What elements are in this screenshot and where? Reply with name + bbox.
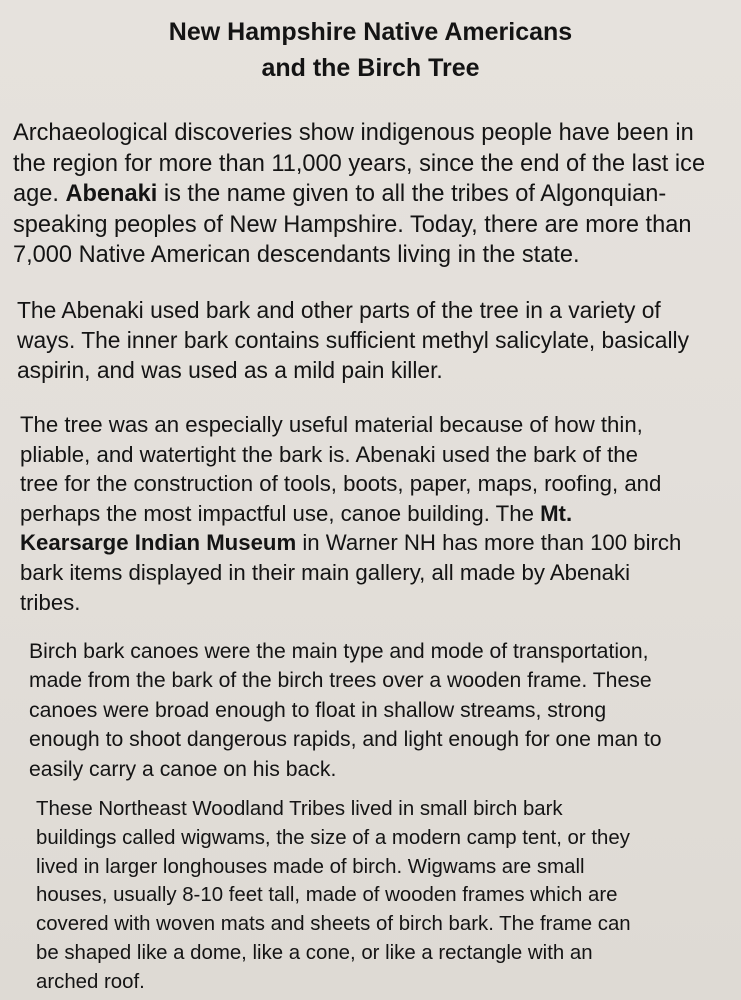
text-line	[20, 410, 681, 440]
text-run: in Warner NH has more than 100 birch	[296, 530, 682, 556]
text-line	[36, 824, 631, 853]
document-title-line-2: and the Birch Tree	[261, 54, 480, 82]
text-line	[20, 528, 681, 558]
text-run: tree for the construction of tools, boots, paper, maps, roofing, and	[20, 471, 662, 497]
text-run: arched roof.	[36, 970, 145, 993]
paragraph-birch-canoes	[29, 637, 662, 784]
text-run: lived in larger longhouses made of birch. Wigwams are small	[36, 855, 585, 878]
text-line	[36, 881, 631, 910]
text-line	[29, 755, 662, 784]
text-run: is the name given to all the tribes of Algonquian-	[157, 181, 667, 208]
text-run: the region for more than 11,000 years, since the end of the last ice	[13, 150, 706, 177]
text-run: made from the bark of the birch trees over a wooden frame. These	[29, 669, 652, 693]
text-line	[13, 210, 705, 241]
text-run: ways. The inner bark contains sufficient methyl salicylate, basically	[17, 326, 689, 353]
text-line	[17, 296, 689, 326]
paragraph-bark-medicine	[17, 296, 689, 385]
bold-text-run: Mt.	[540, 500, 573, 526]
text-line	[17, 326, 689, 356]
text-run: be shaped like a dome, like a cone, or like a rectangle with an	[36, 941, 593, 964]
text-run: speaking peoples of New Hampshire. Today, there are more than	[13, 211, 692, 238]
text-line	[36, 795, 631, 824]
bold-text-run: Kearsarge Indian Museum	[20, 530, 297, 556]
text-line	[13, 149, 705, 180]
text-run: Birch bark canoes were the main type and mode of transportation,	[29, 640, 649, 663]
text-run: canoes were broad enough to float in shallow streams, strong	[29, 698, 607, 722]
text-line	[29, 725, 662, 754]
paragraph-bark-uses	[20, 410, 681, 617]
text-run: buildings called wigwams, the size of a modern camp tent, or they	[36, 826, 630, 849]
text-line	[13, 240, 705, 271]
paragraph-wigwams	[36, 795, 631, 997]
text-line	[13, 118, 705, 149]
text-line	[29, 666, 662, 695]
text-run: perhaps the most impactful use, canoe building. The	[20, 500, 541, 526]
text-line	[20, 499, 681, 529]
text-line	[36, 853, 631, 882]
text-line	[29, 637, 662, 666]
text-run: The Abenaki used bark and other parts of the tree in a variety of	[17, 297, 661, 323]
text-run: aspirin, and was used as a mild pain killer.	[17, 356, 443, 383]
bold-text-run: Abenaki	[65, 181, 158, 208]
text-line	[20, 588, 681, 618]
text-run: covered with woven mats and sheets of birch bark. The frame can	[36, 913, 631, 936]
text-run: easily carry a canoe on his back.	[29, 757, 337, 781]
text-line	[36, 910, 631, 939]
text-run: bark items displayed in their main gallery, all made by Abenaki	[20, 559, 631, 585]
text-run: pliable, and watertight the bark is. Abenaki used the bark of the	[20, 441, 638, 467]
text-line	[13, 179, 705, 210]
text-run: tribes.	[20, 589, 81, 615]
text-run: The tree was an especially useful material because of how thin,	[20, 412, 643, 437]
text-line	[29, 696, 662, 725]
text-run: enough to shoot dangerous rapids, and light enough for one man to	[29, 728, 662, 752]
text-line	[17, 356, 689, 386]
text-line	[20, 440, 681, 470]
text-line	[20, 558, 681, 588]
document-title-line-1: New Hampshire Native Americans	[168, 18, 573, 46]
text-run: age.	[13, 181, 66, 208]
text-run: These Northeast Woodland Tribes lived in small birch bark	[36, 798, 563, 820]
text-run: Archaeological discoveries show indigenous people have been in	[13, 120, 694, 146]
paragraph-abenaki-intro	[13, 118, 705, 271]
text-line	[36, 939, 631, 968]
text-run: 7,000 Native American descendants living in the state.	[13, 242, 580, 269]
text-run: houses, usually 8-10 feet tall, made of wooden frames which are	[36, 884, 618, 907]
text-line	[36, 968, 631, 997]
text-line	[20, 469, 681, 499]
